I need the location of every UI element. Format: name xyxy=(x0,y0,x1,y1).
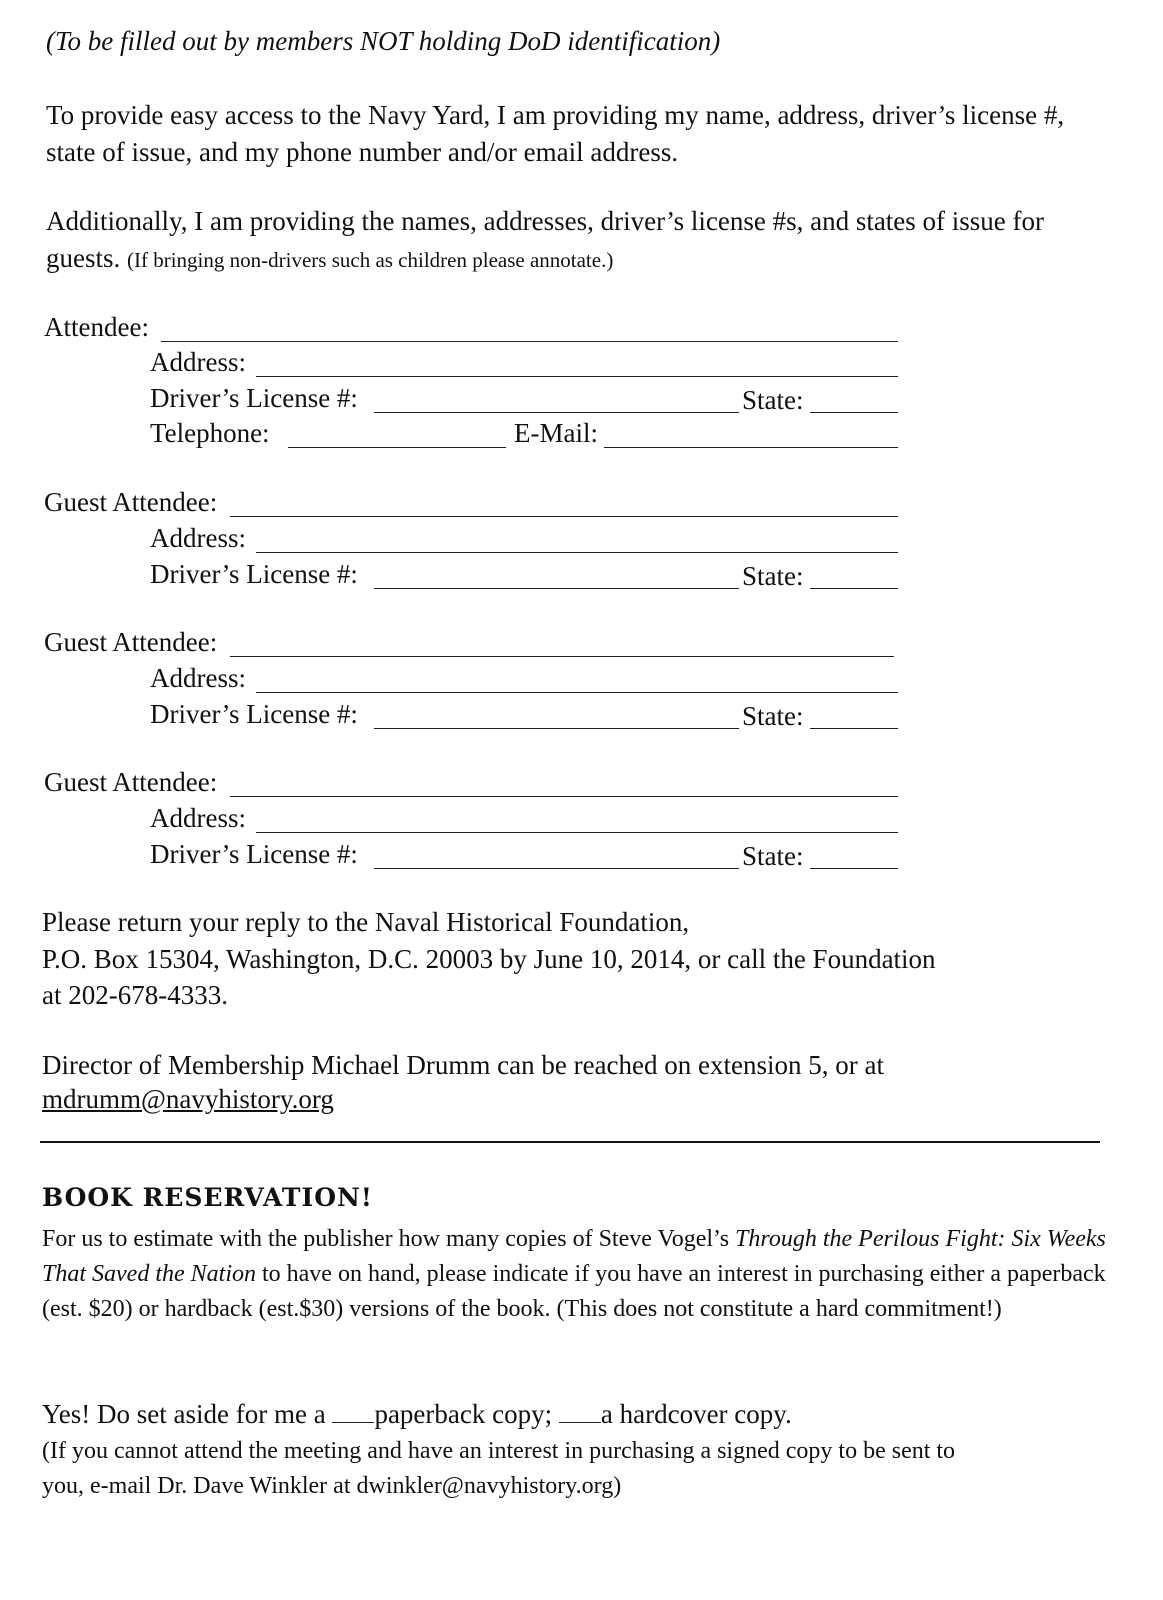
attendee-telephone-field[interactable] xyxy=(288,447,506,448)
intro-text: (To be filled out by members NOT holding DoD identification) xyxy=(46,26,721,56)
paragraph-guests xyxy=(46,203,1106,279)
guest-1-state-label: State: xyxy=(742,561,804,591)
guest-2-state-label: State: xyxy=(742,701,804,731)
paragraph-access: To provide easy access to the Navy Yard, I am providing my name, address, driver’s license #, state of issue, and my phone number and/or email address. xyxy=(46,100,1065,167)
book-description xyxy=(42,1222,1112,1327)
guest-3-state-label: State: xyxy=(742,841,804,871)
guest-2-license-field[interactable] xyxy=(374,728,739,729)
guest-1-name-field[interactable] xyxy=(230,516,898,517)
attendee-name-field[interactable] xyxy=(161,341,898,342)
book-description-text-a: For us to estimate with the publisher how many copies of Steve Vogel’s xyxy=(42,1226,736,1252)
guest-2-name-field[interactable] xyxy=(230,656,894,657)
book-order-text-a: Yes! Do set aside for me a xyxy=(42,1399,333,1429)
director-email-link[interactable]: mdrumm@navyhistory.org xyxy=(42,1084,334,1114)
attendee-address-label: Address: xyxy=(150,347,246,377)
book-order-text-b: paperback copy; xyxy=(374,1399,559,1429)
guest-1-license-field[interactable] xyxy=(374,588,739,589)
attendee-license-field[interactable] xyxy=(374,412,739,413)
return-line-3: at 202-678-4333. xyxy=(42,980,228,1010)
guest-1-address-label: Address: xyxy=(150,523,246,553)
guest-3-license-field[interactable] xyxy=(374,868,739,869)
guest-3-state-field[interactable] xyxy=(810,868,898,869)
paragraph-guests-main: Additionally, I am providing the names, addresses, driver’s license #s, and states of issue for guests. xyxy=(46,206,1045,273)
guest-1-label: Guest Attendee: xyxy=(44,487,218,517)
book-description-text-b: to have on hand, please indicate if you have an interest in purchasing either a paperback (est. $20) or hardback (est.$30) versions of the book. (This does not constitute a hard commitment!) xyxy=(42,1261,1106,1322)
return-line-2: P.O. Box 15304, Washington, D.C. 20003 by June 10, 2014, or call the Foundation xyxy=(42,944,936,974)
return-line-1: Please return your reply to the Naval Historical Foundation, xyxy=(42,907,690,937)
guest-3-license-label: Driver’s License #: xyxy=(150,839,358,869)
guest-3-label: Guest Attendee: xyxy=(44,767,218,797)
paragraph-guests-note: (If bringing non-drivers such as children please annotate.) xyxy=(127,248,614,272)
guest-1-state-field[interactable] xyxy=(810,588,898,589)
paperback-quantity-field[interactable] xyxy=(332,1400,374,1423)
book-reservation-title: BOOK RESERVATION! xyxy=(42,1183,373,1212)
guest-2-state-field[interactable] xyxy=(810,728,898,729)
section-divider xyxy=(40,1141,1100,1143)
guest-2-address-label: Address: xyxy=(150,663,246,693)
guest-2-label: Guest Attendee: xyxy=(44,627,218,657)
book-signed-copy-note: (If you cannot attend the meeting and have an interest in purchasing a signed copy to be sent to you, e-mail Dr. Dave Winkler at dwinkler@navyhistory.org) xyxy=(42,1438,956,1499)
book-title-italic: Through the Perilous Fight: Six Weeks That Saved the Nation xyxy=(42,1226,1106,1287)
attendee-state-field[interactable] xyxy=(810,412,898,413)
guest-2-license-label: Driver’s License #: xyxy=(150,699,358,729)
guest-3-name-field[interactable] xyxy=(230,796,898,797)
attendee-license-label: Driver’s License #: xyxy=(150,383,358,413)
book-order-text-c: a hardcover copy. xyxy=(600,1399,792,1429)
guest-3-address-field[interactable] xyxy=(256,832,898,833)
guest-1-license-label: Driver’s License #: xyxy=(150,559,358,589)
hardcover-quantity-field[interactable] xyxy=(559,1400,601,1423)
attendee-address-field[interactable] xyxy=(256,376,898,377)
guest-2-address-field[interactable] xyxy=(256,692,898,693)
book-order-line xyxy=(42,1396,792,1433)
attendee-email-label: E-Mail: xyxy=(514,418,598,448)
attendee-telephone-label: Telephone: xyxy=(150,418,270,448)
attendee-state-label: State: xyxy=(742,385,804,415)
director-text: Director of Membership Michael Drumm can be reached on extension 5, or at xyxy=(42,1050,884,1080)
guest-3-address-label: Address: xyxy=(150,803,246,833)
attendee-label: Attendee: xyxy=(44,312,149,342)
attendee-email-field[interactable] xyxy=(604,447,898,448)
guest-1-address-field[interactable] xyxy=(256,552,898,553)
